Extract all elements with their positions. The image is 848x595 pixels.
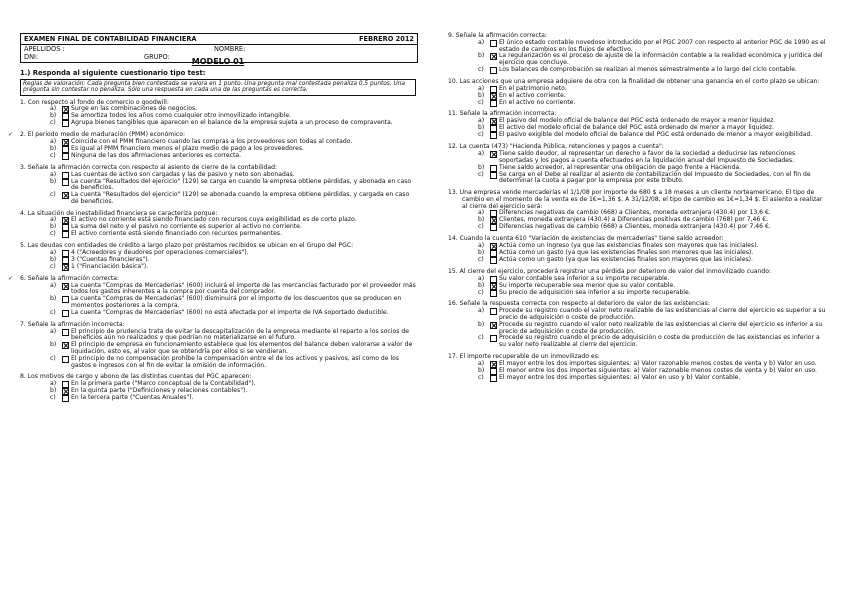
answer-option xyxy=(448,335,828,349)
option-text: La suma del neto y el pasivo no corriente es superior al activo no corriente. xyxy=(71,223,302,231)
empty-box-icon[interactable] xyxy=(490,308,497,315)
answer-option xyxy=(448,290,828,297)
answer-option xyxy=(20,192,416,206)
option-letter: b) xyxy=(478,124,485,132)
option-letter: b) xyxy=(478,163,485,171)
option-text: Ninguna de las dos afirmaciones anteriores es correcta. xyxy=(71,151,242,159)
option-letter: a) xyxy=(478,274,485,282)
option-text: Actúa como un gasto (ya que las existencias finales son mayores que las iniciales). xyxy=(499,255,753,263)
option-text: Las cuentas de activo son cargadas y las de pasivo y neto son abonadas. xyxy=(71,170,295,178)
option-text: 3 ("Cuentas financieras"). xyxy=(71,256,150,264)
option-letter: b) xyxy=(50,112,57,120)
option-text: En el activo corriente. xyxy=(499,91,566,99)
empty-box-icon[interactable] xyxy=(62,120,69,127)
empty-box-icon[interactable] xyxy=(62,146,69,153)
option-letter: a) xyxy=(50,137,57,145)
empty-box-icon[interactable] xyxy=(490,375,497,382)
option-text: El único estado contable novedoso introducido por el PGC 2007 con respecto al anterior PGC de 1990 es el estado de cambios en los flujos de efectivo. xyxy=(499,38,826,53)
option-text: Los balances de comprobación se realizan al menos semestralmente a lo largo del ciclo contable. xyxy=(499,66,797,74)
question xyxy=(448,269,828,297)
question-number: 3. xyxy=(20,163,26,171)
question-number: 12. xyxy=(448,143,458,151)
question-stem: La situación de inestabilidad financiera se caracteriza porque: xyxy=(27,209,218,217)
empty-box-icon[interactable] xyxy=(490,125,497,132)
question xyxy=(20,322,416,370)
option-text: La cuenta "Compras de Mercaderías" (600) disminuirá por el importe de los descuentos que se producen en momentos posteriores a la compra. xyxy=(71,295,402,310)
option-letter: a) xyxy=(478,117,485,125)
option-text: La cuenta "Compras de Mercaderías" (600) incluirá el importe de las mercancías facturado por el proveedor más todos los gastos inherentes a la compra por cuenta del comprador. xyxy=(71,281,416,296)
question xyxy=(448,111,828,139)
right-column xyxy=(448,33,828,386)
option-text: Surge en las combinaciones de negocios. xyxy=(71,105,198,113)
option-text: La cuenta "Resultados del ejercicio" (129) se abonada cuando la empresa obtiene pérdidas, y cargada en caso de beneficios. xyxy=(71,191,410,205)
empty-box-icon[interactable] xyxy=(62,172,69,179)
option-letter: c) xyxy=(478,255,484,263)
option-text: El mayor entre los dos importes siguientes: a) Valor en uso y b) Valor contable. xyxy=(499,373,741,381)
question xyxy=(448,354,828,382)
instructions-heading: 1.) Responda al siguiente cuestionario tipo test: xyxy=(20,68,206,77)
exam-title: EXAMEN FINAL DE CONTABILIDAD FINANCIERA xyxy=(24,35,197,43)
question xyxy=(20,165,416,206)
option-letter: a) xyxy=(50,249,57,257)
option-letter: a) xyxy=(50,379,57,387)
option-text: Tiene saldo acreedor, al representar una obligación de pago frente a Hacienda. xyxy=(499,163,742,171)
question xyxy=(20,374,416,402)
question-stem: Señale la afirmación incorrecta: xyxy=(27,320,125,328)
option-text: 4 ("Acreedores y deudores por operaciones comerciales"). xyxy=(71,249,249,257)
question-number: 7. xyxy=(20,320,26,328)
option-letter: c) xyxy=(50,393,56,401)
question-number: 1. xyxy=(20,98,26,106)
option-letter: b) xyxy=(50,341,57,349)
question-number: 17. xyxy=(448,352,458,360)
question-number: 15. xyxy=(448,267,458,275)
question-stem: Los motivos de cargo y abono de las distintas cuentas del PGC aparecen: xyxy=(27,373,252,381)
empty-box-icon[interactable] xyxy=(490,210,497,217)
question-stem: Las acciones que una empresa adquiere de otra con la finalidad de obtener una ganancia en el corto plazo se ubican: xyxy=(459,77,820,85)
grading-check-mark: ✓ xyxy=(8,131,14,139)
option-letter: b) xyxy=(50,177,57,185)
option-text: Tiene saldo deudor, al representar un derecho a favor de la sociedad a deducirse las retenciones soportadas y los pagos a cuenta efectuados en la liquidación anual del Impuesto de Sociedades. xyxy=(499,149,796,164)
question xyxy=(448,236,828,264)
option-text: El principio de empresa en funcionamiento establece que los elementos del balance deben valorarse a valor de liquidación, esto es, al valor que se obtendría por ellos si se vendieran. xyxy=(71,341,413,355)
option-letter: c) xyxy=(50,191,56,199)
empty-box-icon[interactable] xyxy=(62,231,69,238)
option-text: Procede su registro cuando el valor neto realizable de las existencias al cierre del ejercicio es inferior a su precio de adquisición o coste de producción. xyxy=(499,320,823,335)
checked-box-icon[interactable] xyxy=(490,118,497,125)
checked-box-icon[interactable] xyxy=(490,93,497,100)
option-text: En el patrimonio neto. xyxy=(499,84,567,92)
name-label: NOMBRE: xyxy=(214,45,246,53)
option-text: 1 ("Financiación básica"). xyxy=(71,263,149,271)
empty-box-icon[interactable] xyxy=(62,296,69,303)
checked-box-icon[interactable] xyxy=(490,283,497,290)
checked-box-icon[interactable] xyxy=(490,322,497,329)
question-number: 2. xyxy=(20,131,26,139)
answer-option xyxy=(448,375,828,382)
option-text: Diferencias negativas de cambio (668) a Clientes, moneda extranjera (430.4) por 13,6 €. xyxy=(499,209,771,217)
question xyxy=(20,211,416,239)
option-text: Se amortiza todos los años como cualquier otro inmovilizado intangible. xyxy=(71,112,292,120)
option-letter: c) xyxy=(478,288,484,296)
question xyxy=(20,243,416,271)
question-number: 14. xyxy=(448,235,458,243)
option-text: Su precio de adquisición sea inferior a su importe recuperable. xyxy=(499,288,691,296)
empty-box-icon[interactable] xyxy=(62,224,69,231)
empty-box-icon[interactable] xyxy=(490,224,497,231)
empty-box-icon[interactable] xyxy=(62,329,69,336)
answer-option xyxy=(20,231,416,238)
question-stem: Cuando la cuenta 610 "Variación de existencias de mercaderías" tiene saldo acreedor: xyxy=(459,235,724,243)
answer-option xyxy=(448,257,828,264)
answer-option xyxy=(20,329,416,343)
question-number: 9. xyxy=(448,32,454,39)
surnames-label: APELLIDOS : xyxy=(24,45,65,53)
option-text: El principio de prudencia trata de evitar la descapitalización de la empresa mediante el reparto a los socios de beneficios aún no realizados y que podrían no materializarse en el futuro. xyxy=(71,327,409,342)
question-number: 11. xyxy=(448,110,458,118)
question-stem: Señale la afirmación correcta: xyxy=(27,274,120,282)
checked-box-icon[interactable] xyxy=(62,283,69,290)
answer-option xyxy=(448,308,828,322)
checked-box-icon[interactable] xyxy=(62,139,69,146)
empty-box-icon[interactable] xyxy=(62,395,69,402)
answer-option xyxy=(20,356,416,370)
option-letter: b) xyxy=(478,366,485,374)
option-text: En la primera parte ("Marco conceptual de la Contabilidad"). xyxy=(71,379,256,387)
option-letter: a) xyxy=(50,281,57,289)
answer-option xyxy=(20,296,416,310)
option-letter: b) xyxy=(478,216,485,224)
option-text: La cuenta "Resultados del ejercicio" (129) se carga en cuando la empresa obtiene pérdidas, y abonada en caso de beneficios. xyxy=(71,177,412,192)
option-text: El pasivo exigible del modelo oficial de balance del PGC está ordenado de menor a mayor exigibilidad. xyxy=(499,131,813,139)
option-text: El activo no corriente está siendo financiado con recursos cuya exigibilidad es de corto plazo. xyxy=(71,216,357,224)
option-letter: b) xyxy=(50,144,57,152)
checked-box-icon[interactable] xyxy=(490,217,497,224)
question xyxy=(448,190,828,231)
option-letter: c) xyxy=(50,151,56,159)
checked-box-icon[interactable] xyxy=(62,106,69,113)
option-text: Su importe recuperable sea menor que su valor contable. xyxy=(499,281,676,289)
empty-box-icon[interactable] xyxy=(490,67,497,74)
answer-option xyxy=(448,132,828,139)
option-text: En el activo no corriente. xyxy=(499,98,576,106)
question xyxy=(8,274,416,317)
option-text: La cuenta "Compras de Mercaderías" (600) no está afectada por el importe de IVA soportado deducible. xyxy=(71,308,389,316)
option-letter: b) xyxy=(50,223,57,231)
option-letter: c) xyxy=(478,131,484,139)
checked-box-icon[interactable] xyxy=(62,342,69,349)
checked-box-icon[interactable] xyxy=(62,264,69,271)
option-letter: a) xyxy=(50,327,57,335)
empty-box-icon[interactable] xyxy=(490,276,497,283)
option-letter: a) xyxy=(478,359,485,367)
question xyxy=(448,301,828,349)
question-stem: Al cierre del ejercicio, procederá registrar una pérdida por deterioro de valor del inmovilizado cuando: xyxy=(459,267,772,275)
answer-option xyxy=(448,100,828,107)
empty-box-icon[interactable] xyxy=(490,250,497,257)
option-letter: c) xyxy=(50,354,56,362)
option-text: Clientes, moneda extranjera (430.4) a Diferencias positivas de cambio (768) por 7,46 €. xyxy=(499,216,769,224)
group-label: GRUPO: xyxy=(144,53,170,61)
question xyxy=(448,79,828,107)
option-text: Actúa como un ingreso (ya que las existencias finales son mayores que las iniciales). xyxy=(499,241,759,249)
question xyxy=(20,100,416,128)
answer-option xyxy=(20,153,416,160)
option-letter: a) xyxy=(50,105,57,113)
question-stem: Señale la afirmación correcta con respecto al asiento de cierre de la contabilidad: xyxy=(27,163,278,171)
checked-box-icon[interactable] xyxy=(490,151,497,158)
empty-box-icon[interactable] xyxy=(490,257,497,264)
answer-option xyxy=(448,172,828,186)
empty-box-icon[interactable] xyxy=(490,100,497,107)
question xyxy=(8,131,416,160)
empty-box-icon[interactable] xyxy=(490,165,497,172)
option-letter: b) xyxy=(50,295,57,303)
option-letter: c) xyxy=(478,98,484,106)
empty-box-icon[interactable] xyxy=(490,290,497,297)
option-letter: a) xyxy=(50,170,57,178)
empty-box-icon[interactable] xyxy=(62,179,69,186)
question-stem: Señale la respuesta correcta con respecto al deterioro de valor de las existencias: xyxy=(459,300,710,308)
option-text: Actúa como un gasto (ya que las existencias finales son menores que las iniciales). xyxy=(499,248,754,256)
option-letter: b) xyxy=(478,91,485,99)
empty-box-icon[interactable] xyxy=(62,113,69,120)
option-letter: a) xyxy=(478,209,485,217)
option-text: El activo del modelo oficial de balance del PGC está ordenado de menor a mayor liquidez. xyxy=(499,124,774,132)
answer-option xyxy=(448,151,828,165)
question-number: 13. xyxy=(448,188,458,196)
option-letter: b) xyxy=(50,256,57,264)
option-letter: b) xyxy=(478,52,485,60)
option-letter: a) xyxy=(478,307,485,315)
instructions-box: Reglas de valoración: Cada pregunta bien contestada se valora en 1 punto. Una pregunta mal contestada penaliza 0,5 puntos. Una pregunta sin contestar no penaliza. Sólo una respuesta en cada una de las preguntas es correcta. xyxy=(20,79,416,96)
empty-box-icon[interactable] xyxy=(62,310,69,317)
option-letter: c) xyxy=(478,223,484,231)
empty-box-icon[interactable] xyxy=(490,86,497,93)
option-letter: c) xyxy=(50,119,56,127)
questions-right xyxy=(448,33,828,382)
option-text: Es igual al PMM financiero menos el plazo medio de pago a los proveedores. xyxy=(71,144,304,152)
option-letter: c) xyxy=(50,230,56,238)
question-number: 10. xyxy=(448,77,458,85)
question-stem: Las deudas con entidades de crédito a largo plazo por préstamos recibidos se ubican en el Grupo del PGC: xyxy=(27,242,354,250)
option-letter: b) xyxy=(478,320,485,328)
option-letter: c) xyxy=(478,334,484,342)
option-text: Se carga en el Debe al realizar el asiento de contabilización del Impuesto de Sociedades, con el fin de determinar la cuota a pagar por la empresa por este tributo. xyxy=(499,170,811,185)
option-letter: c) xyxy=(50,263,56,271)
question-number: 4. xyxy=(20,209,26,217)
checked-box-icon[interactable] xyxy=(490,243,497,250)
checked-box-icon[interactable] xyxy=(490,361,497,368)
option-text: El mayor entre los dos importes siguientes: a) Valor razonable menos costes de venta y b) Valor en uso. xyxy=(499,359,817,367)
option-letter: b) xyxy=(50,386,57,394)
question-number: 8. xyxy=(20,373,26,381)
option-text: El activo corriente está siendo financiado con recursos permanentes. xyxy=(71,230,283,238)
option-letter: c) xyxy=(50,308,56,316)
option-text: El principio de no compensación prohíbe la compensación entre el de los activos y pasivos, así como de los gastos e ingresos con el fin de evitar la omisión de información. xyxy=(71,354,400,369)
empty-box-icon[interactable] xyxy=(490,40,497,47)
checked-box-icon[interactable] xyxy=(490,53,497,60)
option-letter: a) xyxy=(478,241,485,249)
option-text: Diferencias negativas de cambio (668) a Clientes, moneda extranjera (430.4) por 7,46 €. xyxy=(499,223,771,231)
option-text: Agrupa bienes tangibles que aparecen en el balance de la empresa sujeta a un proceso de compraventa. xyxy=(71,119,393,127)
option-letter: a) xyxy=(50,216,57,224)
checked-box-icon[interactable] xyxy=(62,388,69,395)
empty-box-icon[interactable] xyxy=(490,368,497,375)
question-stem: Señale la afirmación incorrecta: xyxy=(459,110,557,118)
questions-left xyxy=(8,98,416,402)
question-stem: El importe recuperable de un inmovilizado es: xyxy=(459,352,600,360)
question xyxy=(448,33,828,74)
dni-label: DNI: xyxy=(24,53,39,61)
question-text xyxy=(448,190,828,210)
question-stem: La cuenta (473) "Hacienda Pública, retenciones y pagos a cuenta": xyxy=(459,143,664,151)
grading-check-mark: ✓ xyxy=(8,274,14,282)
option-text: Procede su registro cuando el precio de adquisición o coste de producción de las existencias es inferior a su valor neto realizable al cierre del ejercicio. xyxy=(499,334,820,349)
option-letter: b) xyxy=(478,248,485,256)
option-letter: c) xyxy=(478,373,484,381)
option-text: Procede su registro cuando el valor neto realizable de las existencias al cierre del ejercicio es superior a su precio de adquisición o coste de producción. xyxy=(499,307,826,322)
option-text: El pasivo del modelo oficial de balance del PGC está ordenado de mayor a menor liquidez. xyxy=(499,117,776,125)
empty-box-icon[interactable] xyxy=(62,153,69,160)
option-text: La regularización es el proceso de ajuste de la información contable a la realidad económica y jurídica del ejercicio que concluye. xyxy=(499,52,823,67)
empty-box-icon[interactable] xyxy=(62,257,69,264)
answer-option xyxy=(448,67,828,74)
option-text: Su valor contable sea inferior a su importe recuperable. xyxy=(499,274,670,282)
question-number: 16. xyxy=(448,300,458,308)
option-letter: a) xyxy=(478,149,485,157)
option-letter: c) xyxy=(478,66,484,74)
left-column xyxy=(8,34,416,407)
empty-box-icon[interactable] xyxy=(490,132,497,139)
empty-box-icon[interactable] xyxy=(490,172,497,179)
question-stem: El periodo medio de maduración (PMM) económico: xyxy=(27,131,186,139)
option-text: En la tercera parte ("Cuentas Anuales"). xyxy=(71,393,194,401)
answer-option xyxy=(20,264,416,271)
question-stem: Una empresa vende mercaderías el 1/1/08 por importe de 680 $ a 18 meses a un cliente norteamericano. El tipo de cambio en el momento de la venta es de 1€=1,36 $. A 31/12/08, el tipo de cambio es 1€=1,34 $. El asiento a realizar al cierre del ejercicio será: xyxy=(459,188,823,210)
option-letter: c) xyxy=(478,170,484,178)
answer-option xyxy=(20,342,416,356)
empty-box-icon[interactable] xyxy=(62,250,69,257)
question-stem: Señale la afirmación correcta: xyxy=(455,32,548,39)
option-text: El menor entre los dos importes siguientes: a) Valor razonable menos costes de venta y b) Valor en uso. xyxy=(499,366,817,374)
model-title: MODELO 01 xyxy=(191,57,245,66)
option-letter: a) xyxy=(478,84,485,92)
option-text: Coincide con el PMM financiero cuando las compras a los proveedores son todas al contado. xyxy=(71,137,353,145)
question-number: 5. xyxy=(20,242,26,250)
answer-option xyxy=(20,120,416,127)
empty-box-icon[interactable] xyxy=(490,335,497,342)
answer-option xyxy=(20,310,416,317)
checked-box-icon[interactable] xyxy=(62,192,69,199)
empty-box-icon[interactable] xyxy=(62,356,69,363)
option-text: En la quinta parte ("Definiciones y relaciones contables"). xyxy=(71,386,248,394)
answer-option xyxy=(448,224,828,231)
answer-option xyxy=(20,395,416,402)
exam-date: FEBRERO 2012 xyxy=(359,35,414,43)
question-number: 6. xyxy=(20,274,26,282)
option-letter: b) xyxy=(478,281,485,289)
question-stem: Con respecto al fondo de comercio o goodwill: xyxy=(27,98,169,106)
checked-box-icon[interactable] xyxy=(62,217,69,224)
empty-box-icon[interactable] xyxy=(62,381,69,388)
option-letter: a) xyxy=(478,38,485,46)
question xyxy=(448,144,828,185)
